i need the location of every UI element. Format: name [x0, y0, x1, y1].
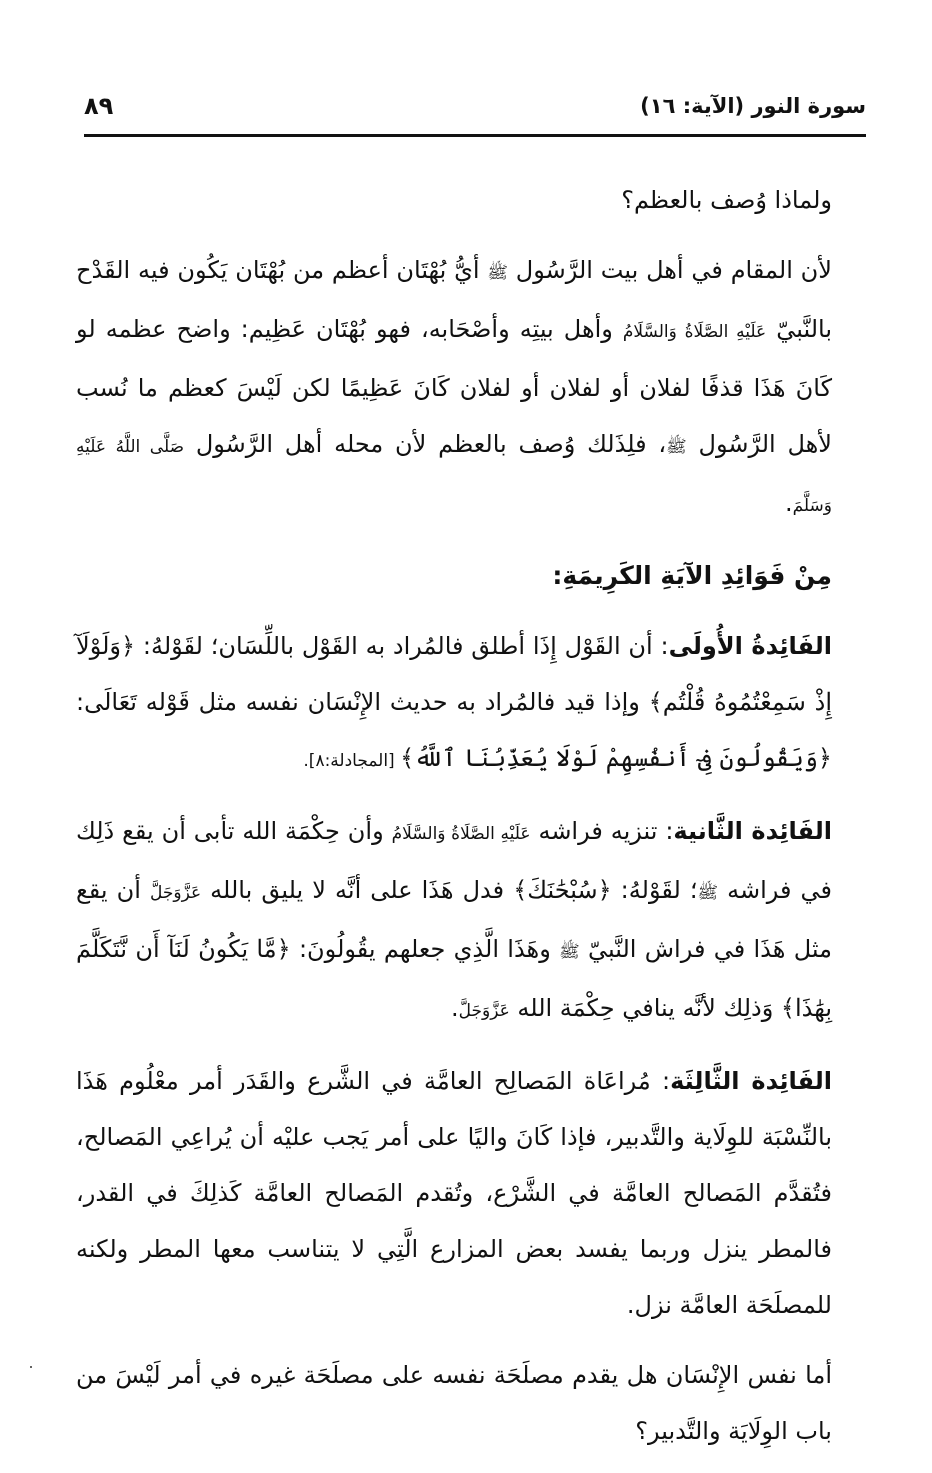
section-heading: مِنْ فَوَائِدِ الآيَةِ الكَرِيمَةِ: [552, 561, 832, 590]
verse-reference: [المجادلة:٨]. [303, 751, 401, 771]
benefit-2-honorific-4: ﷺ [559, 942, 580, 962]
honorific-2: عَلَيْهِ الصَّلَاةُ وَالسَّلَامُ [622, 322, 767, 342]
answer-text-5: . [784, 489, 793, 517]
answer-text-4: ، فلِذَلك وُصف بالعظم لأن محله أهل الرَّسُول [184, 430, 667, 458]
benefit-1-paragraph [76, 618, 832, 789]
answer-text-2: أيُّ بُهْتَان أعظم من بُهْتَان يَكُون فيه القَدْح بالنَّبيّ [76, 256, 832, 343]
benefit-2-paragraph [76, 803, 832, 1039]
benefit-2-honorific-3: عَزَّوَجَلَّ [150, 883, 202, 903]
benefit-2-honorific-5: عَزَّوَجَلَّ [458, 1001, 510, 1021]
benefit-3-text: : مُراعَاة المَصالِح العامَّة في الشَّرع والقَدَر أمر معْلُوم هَذَا بالنِّسْبَة للوِلَاية والتَّدبير، فإذا كَانَ واليًا على أمر يَجب عليْه أن يُراعِي المَصالح، فتُقدَّم المَصالح العامَّة في الشَّرْع، وتُقدم المَصالح العامَّة كَذلِكَ في القدر، فالمطر ينزل وربما يفسد بعض المزارع الَّتِي لا يتناسب معها المطر ولكنه للمصلَحَة العامَّة نزل. [76, 1067, 832, 1319]
honorific-3: ﷺ [666, 437, 687, 457]
quran-verse-1: ﴿وَلَوْلَآ إِذْ سَمِعْتُمُوهُ قُلْتُم﴾ [76, 632, 832, 716]
benefit-2-text-4: فدل هَذَا على أنَّه لا يليق بالله [201, 876, 514, 904]
answer-paragraph [76, 242, 832, 534]
benefit-1-text-1: : أن القَوْل إِذَا أطلق فالمُراد به القَوْل باللِّسَان؛ لقَوْلهُ: [135, 632, 669, 660]
page-number: ٨٩ [84, 92, 114, 120]
benefit-2-text-1: : تنزيه فراشه [530, 817, 674, 845]
benefit-2-text-8: . [450, 994, 459, 1022]
benefit-2-text-2: وأن حِكْمَة الله تأبى أن يقع ذَلِك في فراشه [76, 817, 832, 904]
benefit-2-text-5: أن يقع مثل هَذَا في فراش النَّبيّ [76, 876, 832, 963]
benefit-3-paragraph [76, 1053, 832, 1333]
margin-dot [30, 1366, 32, 1368]
benefit-2-text-6: وهَذَا الَّذِي جعلهم يقُولُونَ: [290, 935, 560, 963]
honorific-4: صَلَّى اللَّهُ عَلَيْهِ وَسَلَّمَ [76, 437, 832, 516]
page-body [76, 172, 832, 1473]
quran-verse-3: ﴿سُبْحَٰنَكَ﴾ [513, 876, 612, 904]
header-title: سورة النور (الآية: ١٦) [640, 94, 866, 118]
running-header [84, 92, 866, 137]
honorific-1: ﷺ [487, 263, 508, 283]
closing-question: أما نفس الإِنْسَان هل يقدم مصلَحَة نفسه على مصلَحَة غيره في أمر لَيْسَ من باب الوِلَايَة والتَّدبير؟ [76, 1361, 832, 1445]
quran-verse-4: ﴿مَّا يَكُونُ لَنَآ أَن نَّتَكَلَّمَ بِهَٰذَا﴾ [76, 935, 832, 1022]
answer-text-3: وأهل بيتِه وأصْحَابه، فهو بُهْتَان عَظِيم: واضح عظمه لو كَانَ هَذَا قذفًا لفلان أو لفلان أو لفلان كَانَ عَظِيمًا لكن لَيْسَ كعظم ما نُسب لأهل الرَّسُول [76, 315, 832, 458]
quran-verse-2: ﴿وَيَقُولُونَ فِىٓ أَنفُسِهِمْ لَوْلَا يُعَذِّبُنَا ٱللَّهُ﴾ [400, 744, 832, 772]
benefit-2-lead: الفَائِدة الثَّانية [673, 817, 833, 845]
benefit-2-text-3: ؛ لقَوْلهُ: [611, 876, 698, 904]
benefit-1-text-2: وإذا قيد فالمُراد به حديث الإِنْسَان نفسه مثل قَوْله تَعَالَى: [76, 688, 649, 716]
question-intro: ولماذا وُصف بالعظم؟ [621, 186, 832, 214]
benefit-2-honorific-2: ﷺ [697, 883, 719, 903]
benefit-2-honorific-1: عَلَيْهِ الصَّلَاةُ وَالسَّلَامُ [391, 824, 531, 844]
benefit-3-lead: الفَائِدة الثَّالِثَة [670, 1067, 833, 1095]
benefit-1-lead: الفَائِدةُ الأُولَى [668, 632, 832, 660]
answer-text-1: لأن المقام في أهل بيت الرَّسُول [507, 256, 832, 284]
benefit-2-text-7: وَذلِك لأنَّه ينافي حِكْمَة الله [509, 994, 781, 1022]
